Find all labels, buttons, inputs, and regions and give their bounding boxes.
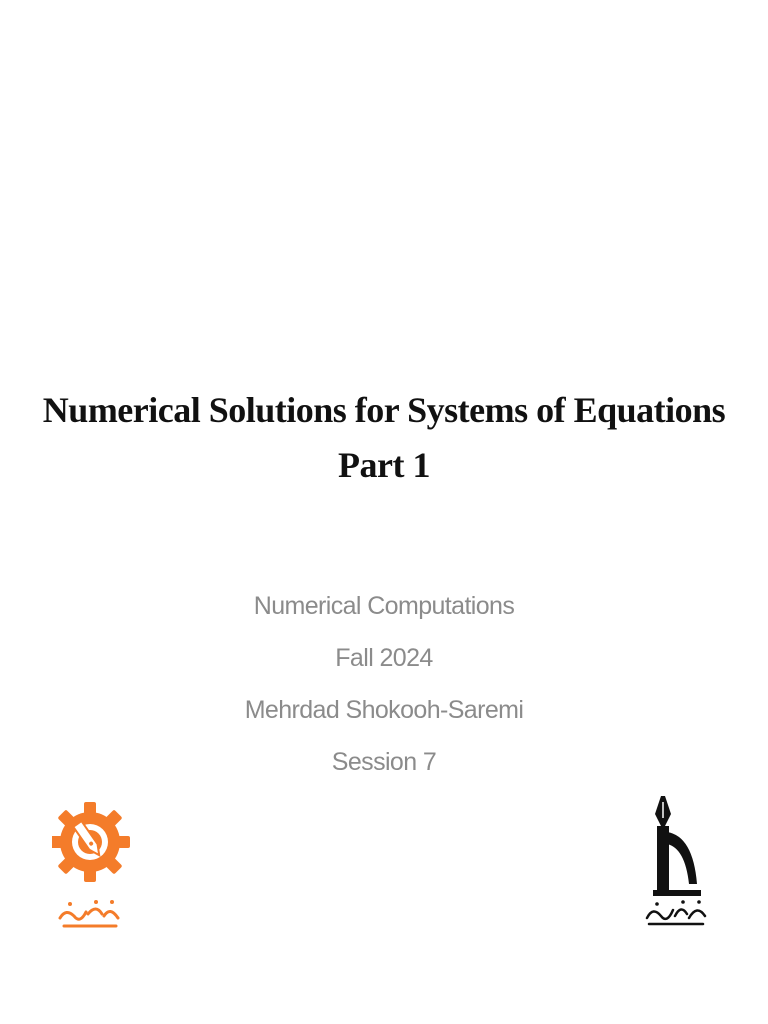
pen-tower-university-logo-icon xyxy=(643,792,709,930)
gear-pen-university-logo-icon xyxy=(52,786,130,934)
title-block xyxy=(0,384,768,492)
author-name: Mehrdad Shokooh-Saremi xyxy=(244,696,524,724)
course-name: Numerical Computations xyxy=(253,592,515,620)
session-number: Session 7 xyxy=(331,748,437,776)
slide-title: Numerical Solutions for Systems of Equations xyxy=(42,390,726,430)
term: Fall 2024 xyxy=(335,644,433,672)
slide-title-part: Part 1 xyxy=(338,445,430,485)
subtitle-block xyxy=(0,580,768,788)
